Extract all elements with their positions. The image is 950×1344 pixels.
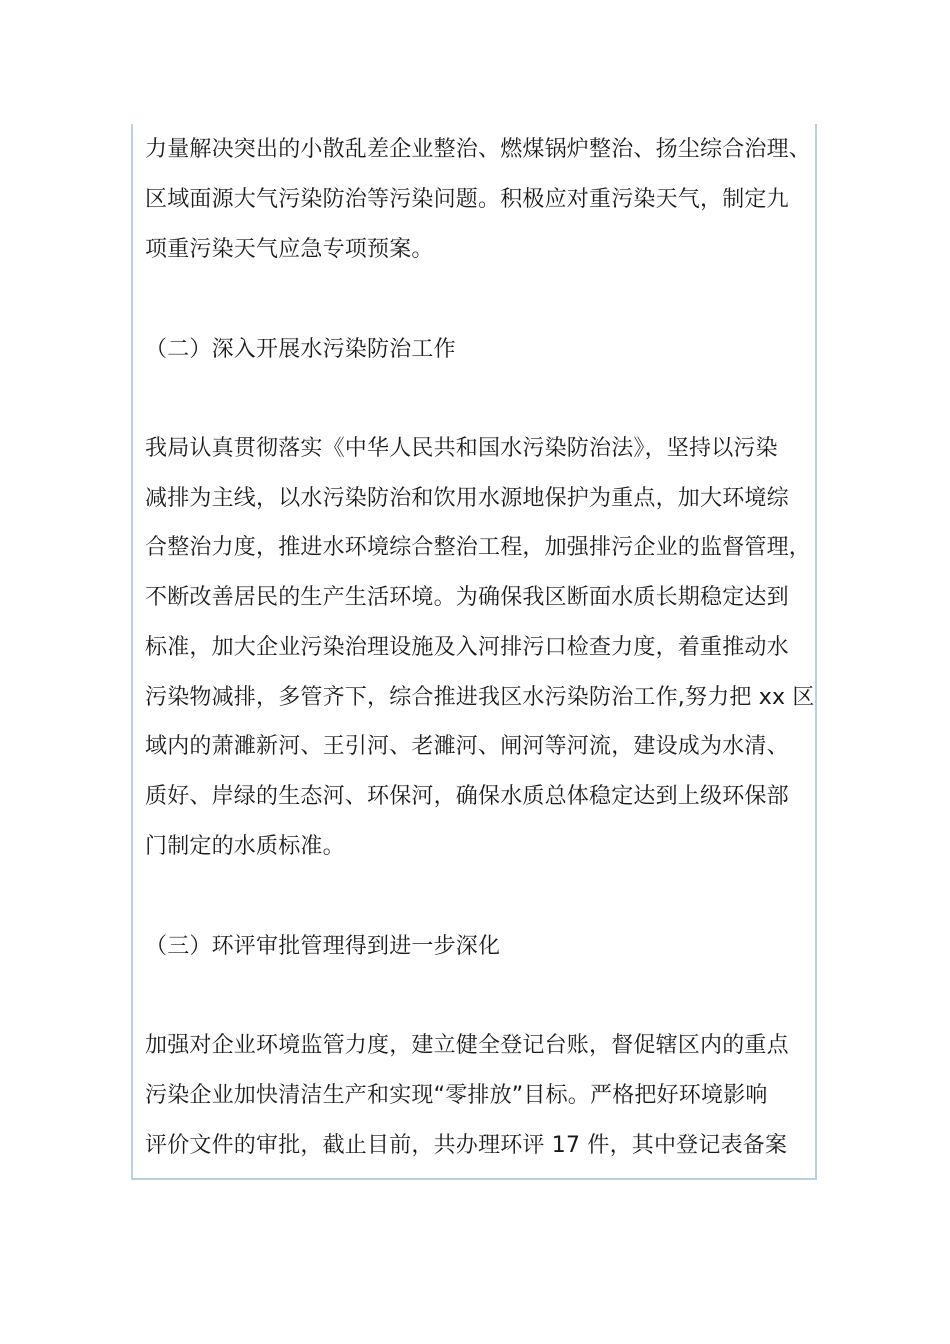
- text-line: 合整治力度，推进水环境综合整治工程，加强排污企业的监督管理，: [145, 535, 812, 560]
- section-heading: （三）环评审批管理得到进一步深化: [145, 934, 501, 959]
- text-line: 评价文件的审批，截止目前，共办理环评 17 件，其中登记表备案: [145, 1133, 788, 1158]
- text-line: 污染物减排，多管齐下，综合推进我区水污染防治工作,努力把 xx 区: [145, 685, 815, 710]
- text-line: 区域面源大气污染防治等污染问题。积极应对重污染天气，制定九: [145, 187, 789, 212]
- text-line: 我局认真贯彻落实《中华人民共和国水污染防治法》，坚持以污染: [145, 436, 778, 461]
- text-line: 不断改善居民的生产生活环境。为确保我区断面水质长期稳定达到: [145, 585, 789, 610]
- text-line: 减排为主线，以水污染防治和饮用水源地保护为重点，加大环境综: [145, 486, 789, 511]
- text-line: 力量解决突出的小散乱差企业整治、燃煤锅炉整治、扬尘综合治理、: [145, 137, 812, 162]
- text-line: 项重污染天气应急专项预案。: [145, 237, 434, 262]
- text-line: 门制定的水质标准。: [145, 834, 345, 859]
- section-heading: （二）深入开展水污染防治工作: [145, 337, 456, 362]
- text-line: 加强对企业环境监管力度，建立健全登记台账，督促辖区内的重点: [145, 1033, 789, 1058]
- text-line: 质好、岸绿的生态河、环保河，确保水质总体稳定达到上级环保部: [145, 784, 789, 809]
- text-line: 域内的萧濉新河、王引河、老濉河、闸河等河流，建设成为水清、: [145, 734, 789, 759]
- text-line: 污染企业加快清洁生产和实现“零排放”目标。严格把好环境影响: [145, 1083, 768, 1108]
- text-line: 标准，加大企业污染治理设施及入河排污口检查力度，着重推动水: [145, 635, 789, 660]
